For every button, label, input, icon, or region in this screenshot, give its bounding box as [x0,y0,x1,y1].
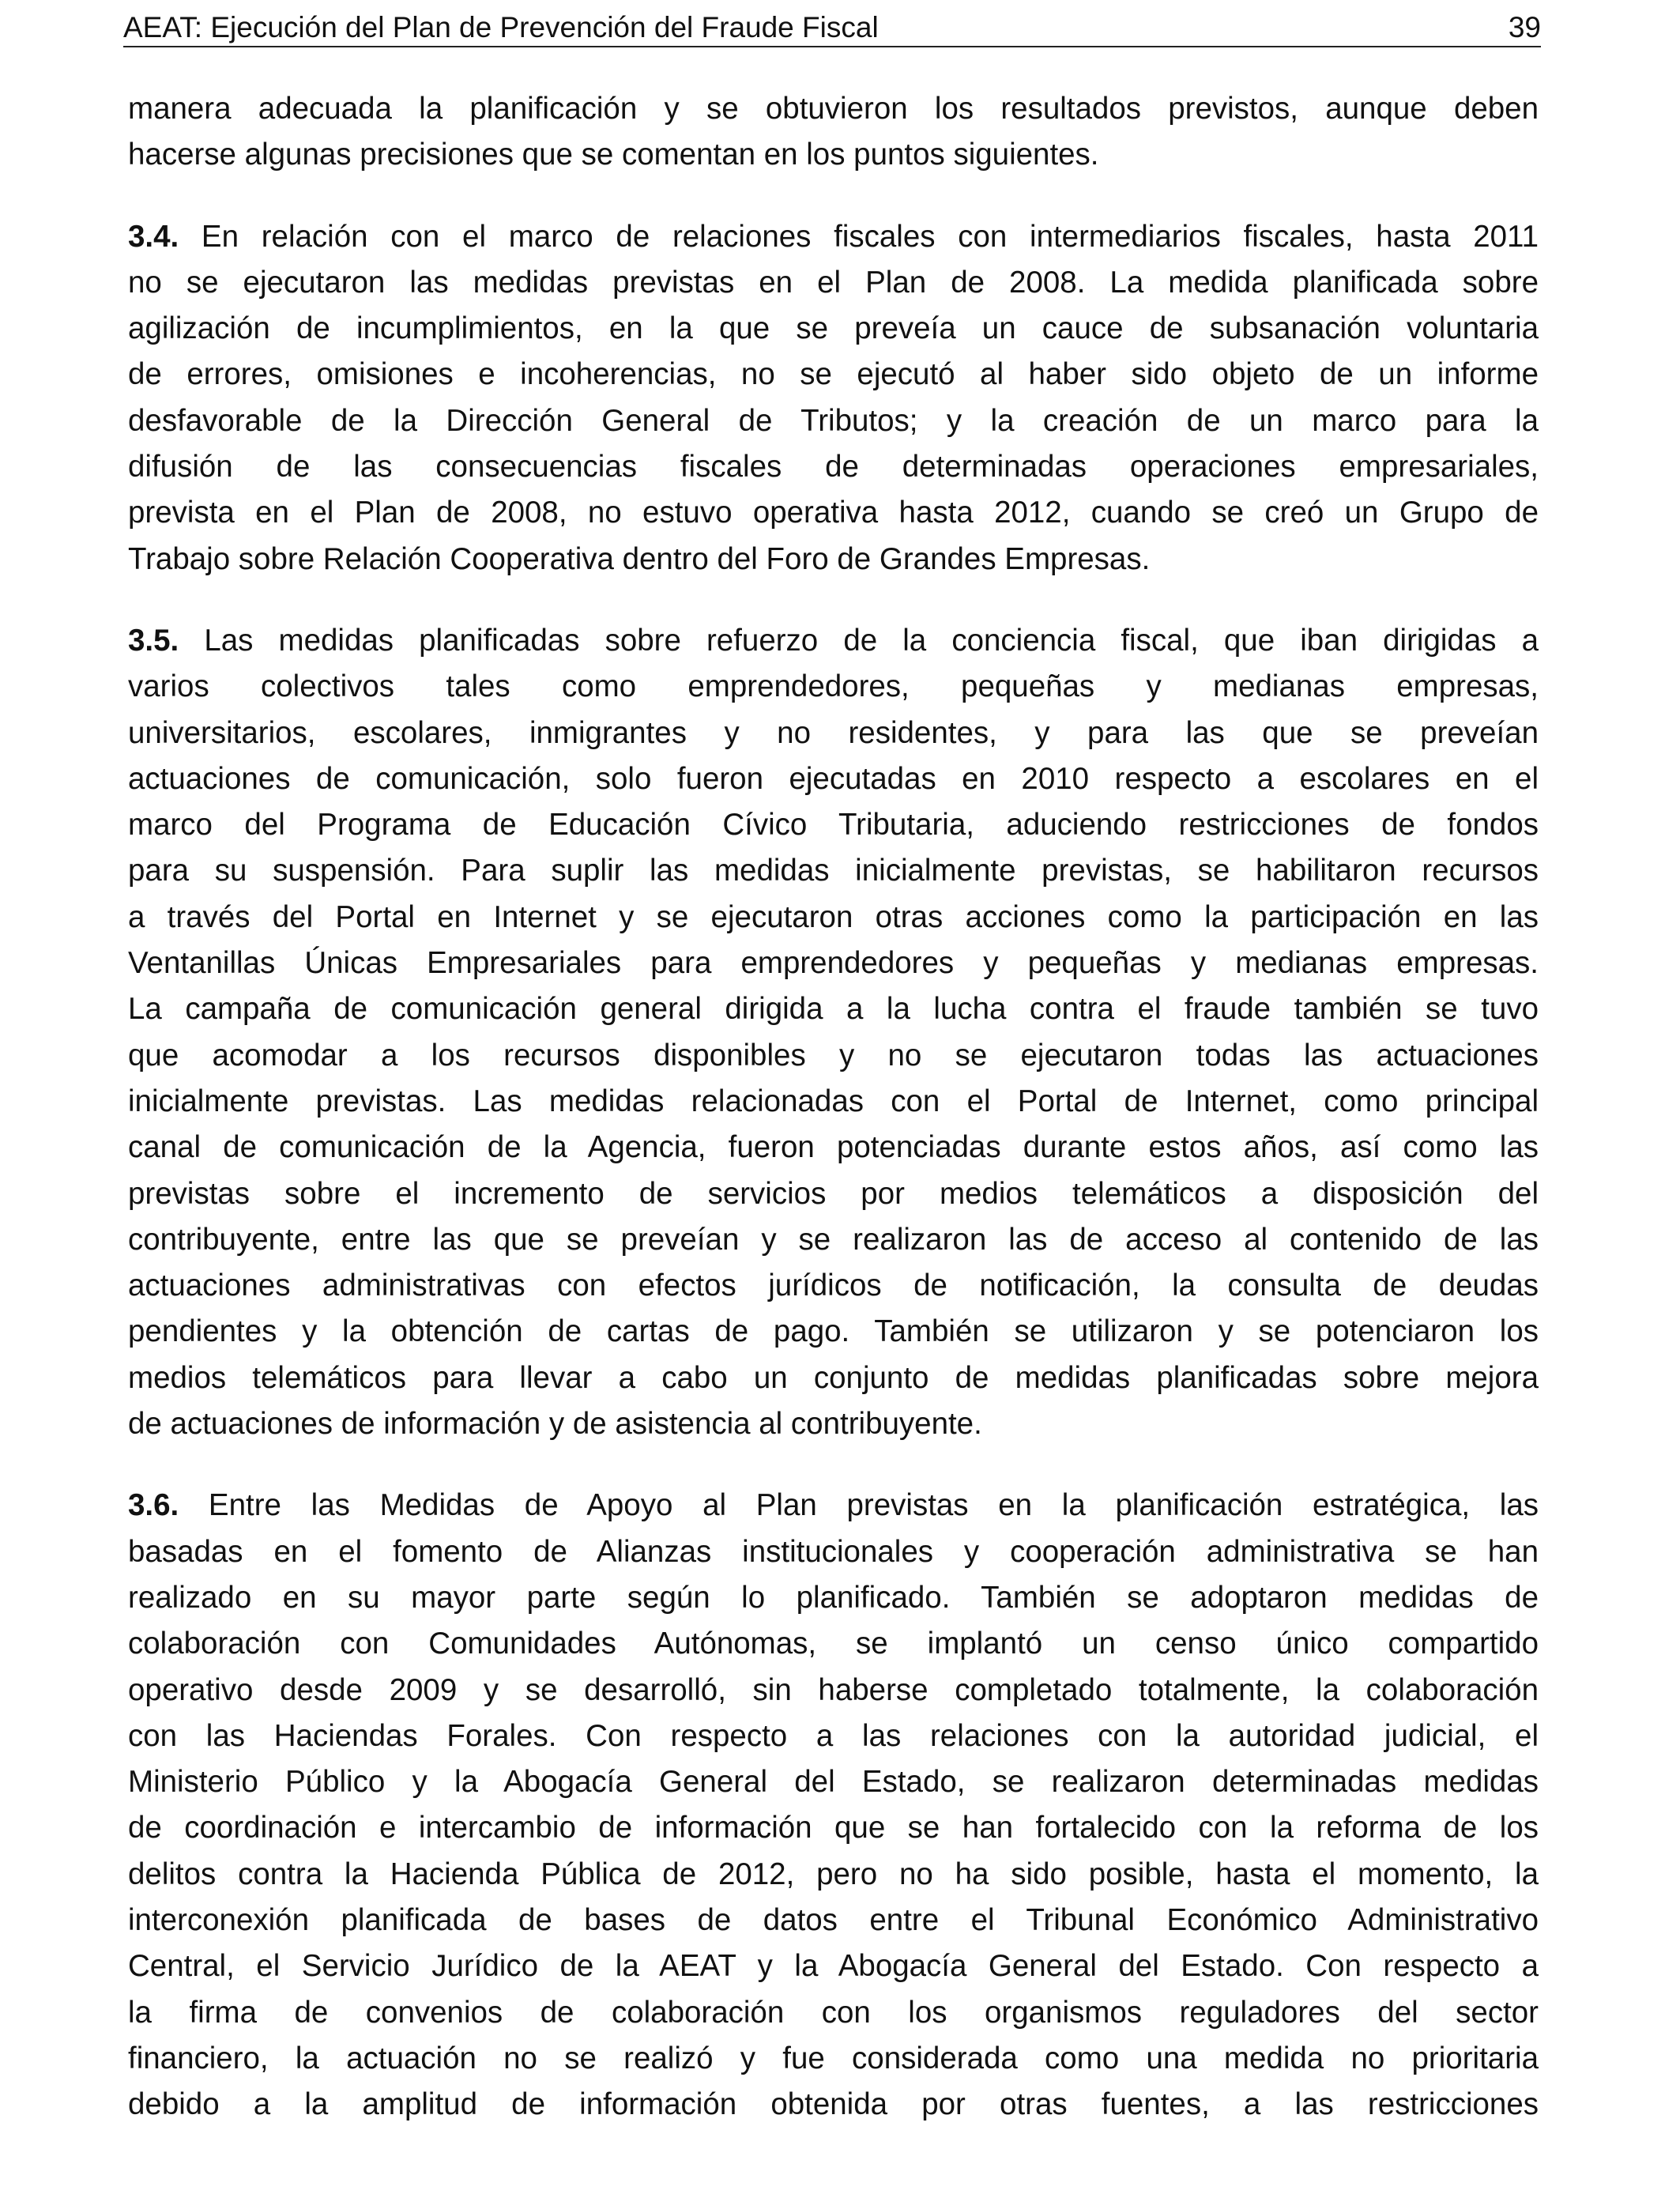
line-text: Ministerio Público y la Abogacía General del Estado, se realizaron determinadas medidas [128,1765,1539,1800]
text-line [128,941,1539,986]
line-text: realizado en su mayor parte según lo planificado. También se adoptaron medidas de [128,1580,1539,1615]
line-text: actuaciones administrativas con efectos jurídicos de notificación, la consulta de deudas [128,1269,1539,1303]
line-text: universitarios, escolares, inmigrantes y no residentes, y para las que se preveían [128,715,1539,750]
line-text: Ventanillas Únicas Empresariales para emprendedores y pequeñas y medianas empresas. [128,946,1539,981]
text-line [128,1171,1539,1217]
text-line [128,664,1539,710]
text-line [128,1898,1539,1943]
line-text: Las medidas planificadas sobre refuerzo de la conciencia fiscal, que iban dirigidas a [179,623,1539,658]
text-line [128,490,1539,536]
text-line [128,260,1539,306]
line-text: manera adecuada la planificación y se obtuvieron los resultados previstos, aunque deben [128,92,1539,126]
text-line [128,1355,1539,1401]
line-text: financiero, la actuación no se realizó y fue considerada como una medida no prioritaria [128,2041,1539,2075]
text-line [128,1529,1539,1575]
document-body [128,86,1539,2163]
text-line [128,1263,1539,1309]
line-text: delitos contra la Hacienda Pública de 2012, pero no ha sido posible, hasta el momento, la [128,1857,1539,1891]
text-line [128,1621,1539,1667]
text-line [128,1125,1539,1171]
line-text: inicialmente previstas. Las medidas relacionadas con el Portal de Internet, como principal [128,1084,1539,1118]
line-text: operativo desde 2009 y se desarrolló, sin haberse completado totalmente, la colaboración [128,1672,1539,1707]
line-text: a través del Portal en Internet y se ejecutaron otras acciones como la participación en las [128,899,1539,934]
paragraph [128,86,1539,179]
text-line [128,352,1539,398]
text-line [128,2036,1539,2082]
text-line [128,1805,1539,1851]
text-line [128,986,1539,1032]
text-line [128,1990,1539,2036]
line-text: desfavorable de la Dirección General de Tributos; y la creación de un marco para la [128,403,1539,438]
page-header [123,6,1541,47]
section-number: 3.5. [128,623,179,658]
line-text: previstas sobre el incremento de servicios por medios telemáticos a disposición del [128,1176,1539,1211]
line-text: de coordinación e intercambio de información que se han fortalecido con la reforma de los [128,1811,1539,1845]
text-line [128,86,1539,132]
text-line [128,848,1539,894]
line-text: agilización de incumplimientos, en la que se preveía un cauce de subsanación voluntaria [128,311,1539,346]
paragraph [128,1483,1539,2128]
text-line [128,1033,1539,1079]
line-text: Central, el Servicio Jurídico de la AEAT y la Abogacía General del Estado. Con respecto a [128,1949,1539,1984]
text-line [128,1217,1539,1263]
text-line [128,1309,1539,1355]
text-line [128,306,1539,352]
line-text: hacerse algunas precisiones que se comentan en los puntos siguientes. [128,138,1099,172]
text-line [128,1759,1539,1805]
line-text: difusión de las consecuencias fiscales de determinadas operaciones empresariales, [128,450,1539,484]
paragraph [128,618,1539,1447]
text-line [128,1401,1539,1447]
text-line [128,802,1539,848]
text-line [128,444,1539,490]
line-text: La campaña de comunicación general dirigida a la lucha contra el fraude también se tuvo [128,992,1539,1027]
line-text: Trabajo sobre Relación Cooperativa dentro del Foro de Grandes Empresas. [128,541,1151,576]
line-text: interconexión planificada de bases de datos entre el Tribunal Económico Administrativo [128,1902,1539,1937]
line-text: basadas en el fomento de Alianzas institucionales y cooperación administrativa se han [128,1534,1539,1569]
line-text: marco del Programa de Educación Cívico Tributaria, aduciendo restricciones de fondos [128,808,1539,843]
text-line [128,132,1539,178]
line-text: la firma de convenios de colaboración con los organismos reguladores del sector [128,1995,1539,2030]
page-number: 39 [1508,11,1541,43]
paragraph [128,214,1539,582]
text-line [128,756,1539,802]
line-text: contribuyente, entre las que se preveían y se realizaron las de acceso al contenido de las [128,1222,1539,1257]
section-number: 3.4. [128,219,179,254]
section-number: 3.6. [128,1488,179,1523]
text-line [128,214,1539,260]
line-text: medios telemáticos para llevar a cabo un conjunto de medidas planificadas sobre mejora [128,1360,1539,1395]
line-text: debido a la amplitud de información obtenida por otras fuentes, a las restricciones [128,2087,1539,2122]
line-text: colaboración con Comunidades Autónomas, se implantó un censo único compartido [128,1627,1539,1661]
line-text: con las Haciendas Forales. Con respecto a las relaciones con la autoridad judicial, el [128,1718,1539,1753]
text-line [128,1575,1539,1621]
text-line [128,618,1539,664]
text-line [128,1852,1539,1898]
line-text: pendientes y la obtención de cartas de pago. También se utilizaron y se potenciaron los [128,1314,1539,1349]
document-title: AEAT: Ejecución del Plan de Prevención del Fraude Fiscal [123,11,879,43]
text-line [128,398,1539,444]
line-text: Entre las Medidas de Apoyo al Plan previstas en la planificación estratégica, las [179,1488,1539,1523]
line-text: En relación con el marco de relaciones fiscales con intermediarios fiscales, hasta 2011 [179,219,1539,254]
text-line [128,895,1539,941]
line-text: prevista en el Plan de 2008, no estuvo operativa hasta 2012, cuando se creó un Grupo de [128,496,1539,530]
text-line [128,2082,1539,2128]
line-text: varios colectivos tales como emprendedores, pequeñas y medianas empresas, [128,669,1539,704]
text-line [128,711,1539,756]
line-text: de errores, omisiones e incoherencias, no se ejecutó al haber sido objeto de un informe [128,357,1539,392]
text-line [128,537,1539,582]
line-text: actuaciones de comunicación, solo fueron ejecutadas en 2010 respecto a escolares en el [128,761,1539,796]
line-text: no se ejecutaron las medidas previstas en el Plan de 2008. La medida planificada sobre [128,265,1539,300]
text-line [128,1483,1539,1529]
line-text: de actuaciones de información y de asistencia al contribuyente. [128,1407,982,1442]
text-line [128,1713,1539,1759]
text-line [128,1943,1539,1989]
line-text: para su suspensión. Para suplir las medidas inicialmente previstas, se habilitaron recursos [128,854,1539,888]
text-line [128,1079,1539,1125]
line-text: canal de comunicación de la Agencia, fueron potenciadas durante estos años, así como las [128,1130,1539,1165]
line-text: que acomodar a los recursos disponibles y no se ejecutaron todas las actuaciones [128,1038,1539,1072]
text-line [128,1668,1539,1713]
